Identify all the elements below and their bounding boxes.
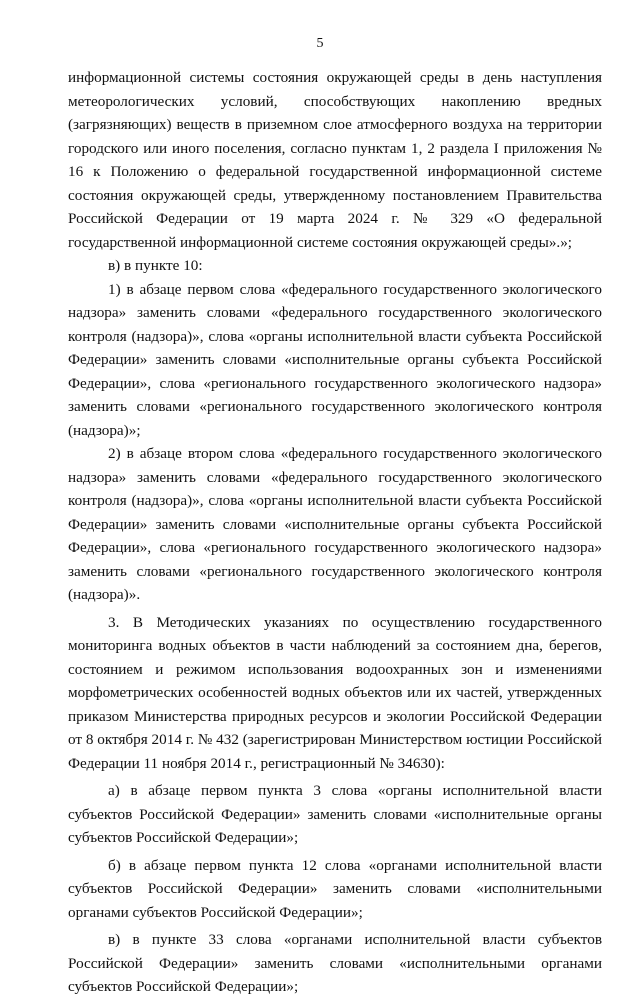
paragraph-continuation: информационной системы состояния окружающей среды в день наступления метеорологических условий, способствующих накоплению вредных (загрязняющих) веществ в приземном слое атмосферного воздуха на территории городского или иного поселения, согласно пунктам 1, 2 раздела I приложения № 16 к Положению о федеральной государственной информационной системе состояния окружающей среды, утвержденному постановлением Правительства Российской Федерации от 19 марта 2024 г. № 329 «О федеральной государственной информационной системе состояния окружающей среды».»; — [68, 69, 602, 251]
document-body — [68, 66, 602, 999]
paragraph-section-3: 3. В Методических указаниях по осуществлению государственного мониторинга водных объектов в части наблюдений за состоянием дна, берегов, состоянием и режимом использования водоохранных зон и изменениями морфометрических особенностей водных объектов или их частей, утвержденных приказом Министерства природных ресурсов и экологии Российской Федерации от 8 октября 2014 г. № 432 (зарегистрирован Министерством юстиции Российской Федерации 11 ноября 2014 г., регистрационный № 34630): — [68, 613, 602, 772]
paragraph-subitem-1: 1) в абзаце первом слова «федерального государственного экологического надзора» заменить словами «федерального государственного экологического контроля (надзора)», слова «органы исполнительной власти субъекта Российской Федерации» заменить словами «исполнительные органы субъекта Российской Федерации», слова «регионального государственного экологического надзора» заменить словами «регионального государственного экологического контроля (надзора)»; — [68, 280, 602, 439]
page-number: 5 — [316, 36, 324, 51]
paragraph-item-b: б) в абзаце первом пункта 12 слова «органами исполнительной власти субъектов Российской Федерации» заменить словами «исполнительными органами субъектов Российской Федерации»; — [68, 856, 602, 921]
paragraph-item-v-point-10: в) в пункте 10: — [108, 257, 203, 274]
paragraph-subitem-2: 2) в абзаце втором слова «федерального государственного экологического надзора» заменить словами «федерального государственного экологического контроля (надзора)», слова «органы исполнительной власти субъекта Российской Федерации» заменить словами «исполнительные органы субъекта Российской Федерации», слова «регионального государственного экологического надзора» заменить словами «регионального государственного экологического контроля (надзора)». — [68, 445, 602, 603]
paragraph-item-a: а) в абзаце первом пункта 3 слова «органы исполнительной власти субъектов Российской Федерации» заменить словами «исполнительные органы субъектов Российской Федерации»; — [68, 782, 602, 846]
paragraph-item-v: в) в пункте 33 слова «органами исполнительной власти субъектов Российской Федерации» заменить словами «исполнительными органами субъектов Российской Федерации»; — [68, 931, 602, 995]
